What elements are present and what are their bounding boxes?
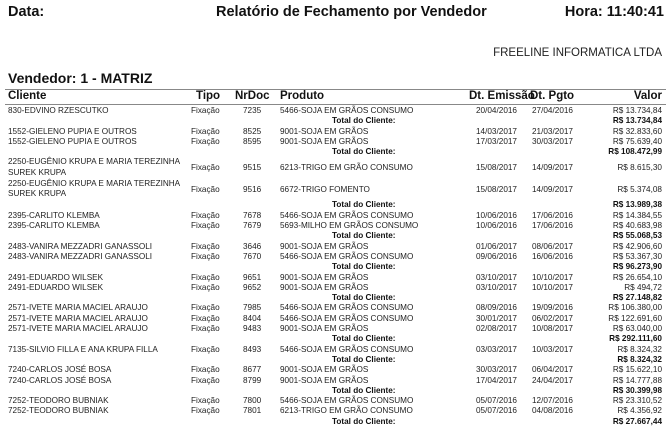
- cell-tipo: Fixação: [191, 272, 220, 282]
- table-row: [0, 376, 672, 386]
- cell-valor: R$ 23.310,52: [612, 396, 662, 406]
- table-row: [0, 365, 672, 375]
- cell-pgto: 16/06/2016: [532, 251, 573, 261]
- cell-nrdoc: 9651: [243, 272, 262, 282]
- client-total-value: R$ 108.472,99: [608, 147, 662, 157]
- client-total-label: Total do Cliente:: [332, 334, 396, 344]
- cell-cliente: 2250-EUGÊNIO KRUPA E MARIA TEREZINHA SUREK KRUPA: [8, 178, 180, 199]
- client-total-value: R$ 8.324,32: [617, 354, 662, 364]
- cell-pgto: 27/04/2016: [532, 106, 573, 115]
- client-total-row: [0, 231, 672, 241]
- table-row: [0, 406, 672, 416]
- column-header-valor: Valor: [633, 90, 662, 102]
- table-row: [0, 179, 672, 201]
- cell-nrdoc: 7679: [243, 221, 262, 231]
- cell-nrdoc: 8493: [243, 344, 262, 354]
- client-total-value: R$ 96.273,90: [612, 262, 662, 272]
- cell-tipo: Fixação: [191, 210, 220, 220]
- time-label: Hora: 11:40:41: [564, 4, 664, 20]
- client-total-value: R$ 27.148,82: [612, 293, 662, 303]
- cell-produto: 6213-TRIGO EM GRÃO CONSUMO: [280, 406, 413, 416]
- cell-cliente: 1552-GIELENO PUPIA E OUTROS: [8, 126, 137, 136]
- cell-valor: R$ 5.374,08: [617, 184, 662, 194]
- cell-tipo: Fixação: [191, 106, 220, 115]
- cell-produto: 9001-SOJA EM GRÃOS: [280, 282, 369, 292]
- table-row: [0, 283, 672, 293]
- cell-valor: R$ 14.777,88: [612, 375, 662, 385]
- cell-nrdoc: 7670: [243, 251, 262, 261]
- client-total-row: [0, 147, 672, 157]
- cell-tipo: Fixação: [191, 406, 220, 416]
- cell-nrdoc: 8404: [243, 313, 262, 323]
- vendedor-heading: Vendedor: 1 - MATRIZ: [8, 70, 153, 86]
- cell-tipo: Fixação: [191, 221, 220, 231]
- cell-valor: R$ 8.324,32: [617, 344, 662, 354]
- cell-nrdoc: 8677: [243, 365, 262, 375]
- cell-produto: 6672-TRIGO FOMENTO: [280, 184, 370, 194]
- cell-valor: R$ 40.683,98: [612, 221, 662, 231]
- cell-pgto: 08/06/2017: [532, 241, 573, 251]
- cell-produto: 5466-SOJA EM GRÃOS CONSUMO: [280, 344, 414, 354]
- client-total-value: R$ 13.734,84: [612, 116, 662, 126]
- cell-tipo: Fixação: [191, 344, 220, 354]
- cell-cliente: 1552-GIELENO PUPIA E OUTROS: [8, 136, 137, 146]
- client-total-label: Total do Cliente:: [332, 147, 396, 157]
- cell-emissao: 17/04/2017: [476, 375, 517, 385]
- column-header-row: [0, 90, 672, 104]
- column-header-cliente: Cliente: [8, 90, 47, 102]
- table-row: [0, 106, 672, 116]
- client-total-value: R$ 27.667,44: [612, 416, 662, 426]
- cell-tipo: Fixação: [191, 184, 220, 194]
- client-total-row: [0, 386, 672, 396]
- cell-emissao: 03/03/2017: [476, 344, 517, 354]
- column-header-nrdoc: NrDoc: [235, 90, 270, 102]
- cell-produto: 9001-SOJA EM GRÃOS: [280, 241, 369, 251]
- cell-valor: R$ 8.615,30: [617, 163, 662, 173]
- cell-valor: R$ 42.906,60: [612, 241, 662, 251]
- cell-nrdoc: 9652: [243, 282, 262, 292]
- cell-valor: R$ 494,72: [624, 282, 662, 292]
- cell-pgto: 10/03/2017: [532, 344, 573, 354]
- cell-emissao: 30/03/2017: [476, 365, 517, 375]
- cell-cliente: 2395-CARLITO KLEMBA: [8, 210, 100, 220]
- table-row: [0, 303, 672, 313]
- cell-cliente: 2395-CARLITO KLEMBA: [8, 221, 100, 231]
- cell-tipo: Fixação: [191, 313, 220, 323]
- cell-nrdoc: 7235: [243, 106, 262, 115]
- cell-produto: 5466-SOJA EM GRÃOS CONSUMO: [280, 106, 414, 115]
- cell-cliente: 2491-EDUARDO WILSEK: [8, 282, 104, 292]
- client-total-label: Total do Cliente:: [332, 262, 396, 272]
- cell-nrdoc: 8799: [243, 375, 262, 385]
- cell-emissao: 14/03/2017: [476, 126, 517, 136]
- cell-produto: 9001-SOJA EM GRÃOS: [280, 324, 369, 334]
- cell-produto: 5466-SOJA EM GRÃOS CONSUMO: [280, 210, 414, 220]
- cell-valor: R$ 13.734,84: [612, 106, 662, 115]
- cell-produto: 9001-SOJA EM GRÃOS: [280, 375, 369, 385]
- cell-valor: R$ 53.367,30: [612, 251, 662, 261]
- cell-produto: 9001-SOJA EM GRÃOS: [280, 272, 369, 282]
- cell-tipo: Fixação: [191, 163, 220, 173]
- cell-produto: 5466-SOJA EM GRÃOS CONSUMO: [280, 396, 414, 406]
- cell-tipo: Fixação: [191, 251, 220, 261]
- client-total-row: [0, 200, 672, 210]
- table-row: [0, 396, 672, 406]
- client-total-row: [0, 262, 672, 272]
- cell-emissao: 10/06/2016: [476, 210, 517, 220]
- cell-pgto: 06/02/2017: [532, 313, 573, 323]
- table-row: [0, 242, 672, 252]
- cell-valor: R$ 122.691,60: [608, 313, 662, 323]
- table-row: [0, 221, 672, 231]
- cell-emissao: 15/08/2017: [476, 163, 517, 173]
- cell-pgto: 06/04/2017: [532, 365, 573, 375]
- cell-nrdoc: 8525: [243, 126, 262, 136]
- cell-tipo: Fixação: [191, 303, 220, 313]
- table-row: [0, 314, 672, 324]
- cell-nrdoc: 9515: [243, 163, 262, 173]
- client-total-value: R$ 13.989,38: [612, 200, 662, 210]
- cell-nrdoc: 7800: [243, 396, 262, 406]
- cell-cliente: 2571-IVETE MARIA MACIEL ARAUJO: [8, 303, 148, 313]
- client-total-value: R$ 55.068,53: [612, 231, 662, 241]
- cell-emissao: 10/06/2016: [476, 221, 517, 231]
- cell-emissao: 15/08/2017: [476, 184, 517, 194]
- cell-pgto: 14/09/2017: [532, 163, 573, 173]
- cell-cliente: 830-EDVINO RZESCUTKO: [8, 106, 109, 115]
- cell-nrdoc: 9483: [243, 324, 262, 334]
- cell-pgto: 04/08/2016: [532, 406, 573, 416]
- column-header-pgto: Dt. Pgto: [530, 90, 575, 102]
- cell-tipo: Fixação: [191, 396, 220, 406]
- cell-emissao: 02/08/2017: [476, 324, 517, 334]
- cell-produto: 5466-SOJA EM GRÃOS CONSUMO: [280, 303, 414, 313]
- cell-produto: 9001-SOJA EM GRÃOS: [280, 126, 369, 136]
- cell-nrdoc: 3646: [243, 241, 262, 251]
- table-row: [0, 324, 672, 334]
- report-title: Relatório de Fechamento por Vendedor: [216, 4, 487, 20]
- client-total-row: [0, 116, 672, 126]
- client-total-value: R$ 30.399,98: [612, 385, 662, 395]
- client-total-value: R$ 292.111,60: [609, 334, 662, 344]
- cell-emissao: 01/06/2017: [476, 241, 517, 251]
- client-total-row: [0, 334, 672, 344]
- cell-emissao: 05/07/2016: [476, 396, 517, 406]
- cell-pgto: 10/10/2017: [532, 272, 573, 282]
- client-total-row: [0, 417, 672, 427]
- cell-pgto: 19/09/2016: [532, 303, 573, 313]
- cell-cliente: 7135-SILVIO FILLA E ANA KRUPA FILLA: [8, 344, 158, 354]
- cell-pgto: 14/09/2017: [532, 184, 573, 194]
- cell-produto: 5466-SOJA EM GRÃOS CONSUMO: [280, 313, 414, 323]
- cell-cliente: 7252-TEODORO BUBNIAK: [8, 406, 109, 416]
- client-total-row: [0, 355, 672, 365]
- cell-valor: R$ 75.639,40: [612, 136, 662, 146]
- cell-pgto: 10/08/2017: [532, 324, 573, 334]
- cell-pgto: 24/04/2017: [532, 375, 573, 385]
- table-row: [0, 252, 672, 262]
- table-row: [0, 273, 672, 283]
- client-total-label: Total do Cliente:: [332, 385, 396, 395]
- cell-cliente: 7240-CARLOS JOSÉ BOSA: [8, 375, 112, 385]
- cell-emissao: 17/03/2017: [476, 136, 517, 146]
- cell-valor: R$ 26.654,10: [612, 272, 662, 282]
- header-bottom-divider: [5, 104, 666, 105]
- cell-produto: 5693-MILHO EM GRÃOS CONSUMO: [280, 221, 419, 231]
- cell-cliente: 7240-CARLOS JOSÉ BOSA: [8, 365, 112, 375]
- client-total-label: Total do Cliente:: [332, 231, 396, 241]
- cell-emissao: 30/01/2017: [476, 313, 517, 323]
- date-label: Data:: [8, 4, 45, 20]
- client-total-label: Total do Cliente:: [332, 293, 396, 303]
- table-row: [0, 127, 672, 137]
- client-total-row: [0, 293, 672, 303]
- cell-nrdoc: 8595: [243, 136, 262, 146]
- cell-cliente: 2571-IVETE MARIA MACIEL ARAUJO: [8, 324, 148, 334]
- cell-emissao: 08/09/2016: [476, 303, 517, 313]
- client-total-label: Total do Cliente:: [332, 200, 396, 210]
- cell-valor: R$ 15.622,10: [612, 365, 662, 375]
- cell-valor: R$ 4.356,92: [617, 406, 662, 416]
- cell-produto: 9001-SOJA EM GRÃOS: [280, 365, 369, 375]
- cell-tipo: Fixação: [191, 375, 220, 385]
- cell-cliente: 2483-VANIRA MEZZADRI GANASSOLI: [8, 241, 153, 251]
- column-header-produto: Produto: [280, 90, 325, 102]
- cell-emissao: 03/10/2017: [476, 282, 517, 292]
- cell-nrdoc: 7678: [243, 210, 262, 220]
- cell-tipo: Fixação: [191, 282, 220, 292]
- cell-produto: 5466-SOJA EM GRÃOS CONSUMO: [280, 251, 414, 261]
- client-total-label: Total do Cliente:: [332, 116, 396, 126]
- table-row: [0, 345, 672, 355]
- cell-produto: 6213-TRIGO EM GRÃO CONSUMO: [280, 163, 413, 173]
- cell-emissao: 05/07/2016: [476, 406, 517, 416]
- cell-tipo: Fixação: [191, 365, 220, 375]
- cell-pgto: 21/03/2017: [532, 126, 573, 136]
- table-row: [0, 137, 672, 147]
- cell-cliente: 2571-IVETE MARIA MACIEL ARAUJO: [8, 313, 148, 323]
- column-header-tipo: Tipo: [196, 90, 221, 102]
- cell-cliente: 7252-TEODORO BUBNIAK: [8, 396, 109, 406]
- company-name: FREELINE INFORMATICA LTDA: [493, 47, 662, 59]
- cell-valor: R$ 106.380,00: [608, 303, 662, 313]
- cell-cliente: 2250-EUGÊNIO KRUPA E MARIA TEREZINHA SUREK KRUPA: [8, 157, 180, 177]
- cell-pgto: 12/07/2016: [532, 396, 573, 406]
- column-header-emissao: Dt. Emissão: [469, 90, 535, 102]
- cell-valor: R$ 32.833,60: [612, 126, 662, 136]
- client-total-label: Total do Cliente:: [332, 354, 396, 364]
- cell-nrdoc: 7801: [243, 406, 262, 416]
- cell-nrdoc: 7985: [243, 303, 262, 313]
- table-row: [0, 157, 672, 179]
- cell-emissao: 20/04/2016: [476, 106, 517, 115]
- cell-tipo: Fixação: [191, 136, 220, 146]
- cell-pgto: 30/03/2017: [532, 136, 573, 146]
- cell-emissao: 03/10/2017: [476, 272, 517, 282]
- client-total-label: Total do Cliente:: [332, 416, 396, 426]
- cell-pgto: 10/10/2017: [532, 282, 573, 292]
- cell-valor: R$ 14.384,55: [612, 210, 662, 220]
- cell-pgto: 17/06/2016: [532, 221, 573, 231]
- table-row: [0, 211, 672, 221]
- cell-cliente: 2491-EDUARDO WILSEK: [8, 272, 104, 282]
- cell-tipo: Fixação: [191, 126, 220, 136]
- cell-emissao: 09/06/2016: [476, 251, 517, 261]
- cell-pgto: 17/06/2016: [532, 210, 573, 220]
- cell-nrdoc: 9516: [243, 184, 262, 194]
- cell-cliente: 2483-VANIRA MEZZADRI GANASSOLI: [8, 251, 153, 261]
- cell-valor: R$ 63.040,00: [612, 324, 662, 334]
- cell-tipo: Fixação: [191, 324, 220, 334]
- cell-tipo: Fixação: [191, 241, 220, 251]
- report-table-body: [0, 106, 672, 427]
- cell-produto: 9001-SOJA EM GRÃOS: [280, 136, 369, 146]
